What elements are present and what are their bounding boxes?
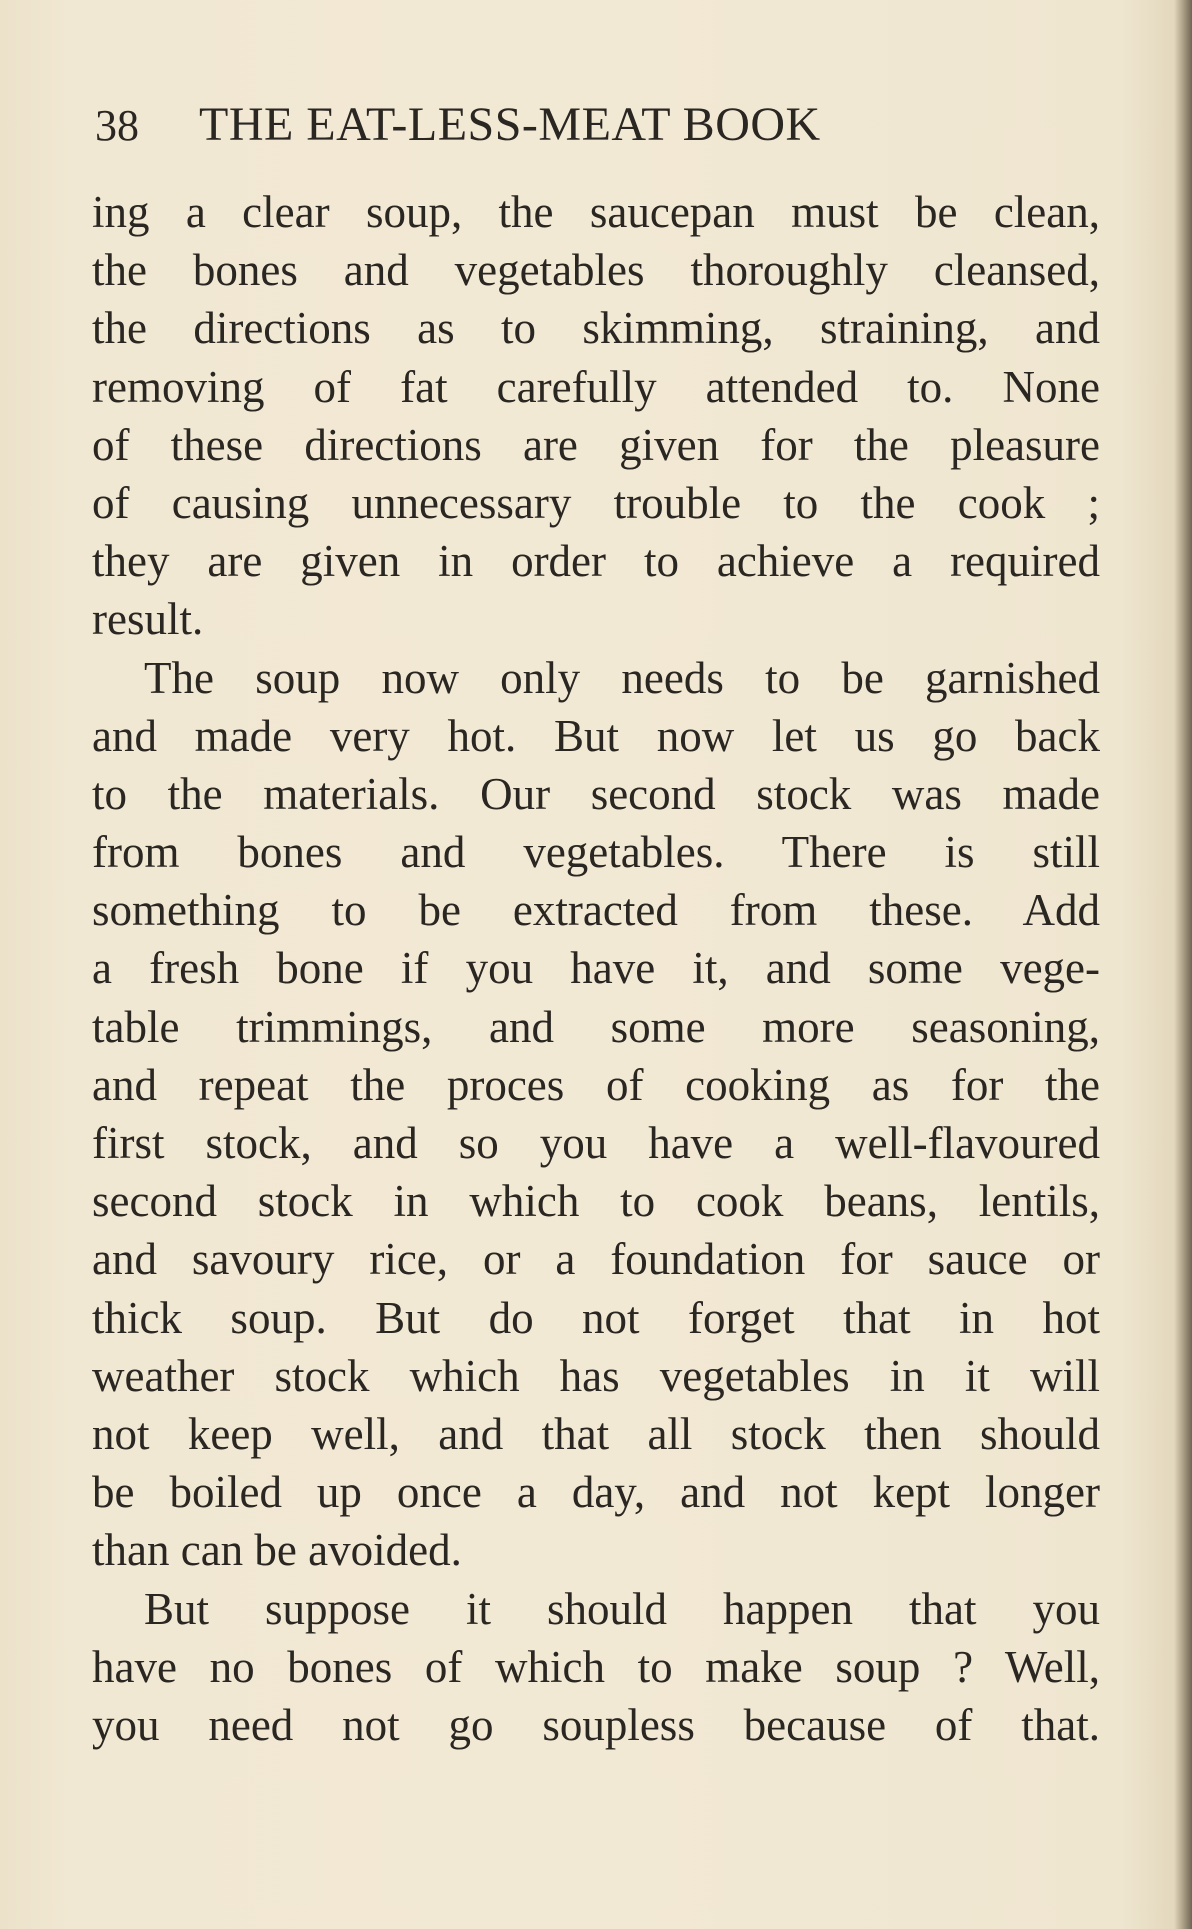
text-line: of causing unnecessary trouble to the cook ;: [92, 477, 1100, 528]
text-line: the bones and vegetables thoroughly cleansed,: [92, 245, 1100, 296]
text-line: first stock, and so you have a well-flavoured: [92, 1118, 1100, 1168]
text-line: and savoury rice, or a foundation for sauce or: [92, 1234, 1100, 1285]
text-line: and repeat the proces of cooking as for the: [92, 1059, 1100, 1110]
text-line: table trimmings, and some more seasoning,: [92, 1001, 1100, 1052]
text-line: thick soup. But do not forget that in hot: [92, 1292, 1100, 1343]
text-line: not keep well, and that all stock then should: [92, 1408, 1100, 1459]
text-line: something to be extracted from these. Add: [92, 885, 1100, 936]
text-line: you need not go soupless because of that.: [92, 1699, 1100, 1750]
text-line: to the materials. Our second stock was made: [92, 768, 1100, 819]
text-line: have no bones of which to make soup ? Well,: [92, 1641, 1100, 1692]
text-line: be boiled up once a day, and not kept longer: [92, 1467, 1100, 1518]
text-line: But suppose it should happen that you: [144, 1583, 1100, 1634]
page-number: 38: [95, 101, 139, 150]
text-line: and made very hot. But now let us go back: [92, 710, 1100, 761]
running-title: THE EAT-LESS-MEAT BOOK: [199, 98, 821, 151]
text-line: result.: [92, 594, 204, 645]
body-text: [92, 183, 1100, 1754]
text-line: The soup now only needs to be garnished: [144, 652, 1100, 703]
text-line: of these directions are given for the pleasure: [92, 419, 1100, 470]
text-line: from bones and vegetables. There is still: [92, 827, 1100, 878]
page-header: [95, 97, 821, 157]
text-line: they are given in order to achieve a required: [92, 536, 1100, 587]
text-line: weather stock which has vegetables in it will: [92, 1350, 1100, 1401]
text-line: ing a clear soup, the saucepan must be clean,: [92, 187, 1100, 237]
text-line: second stock in which to cook beans, lentils,: [92, 1176, 1100, 1227]
text-line: the directions as to skimming, straining, and: [92, 303, 1100, 354]
text-line: removing of fat carefully attended to. None: [92, 361, 1100, 412]
text-line: a fresh bone if you have it, and some vege-: [92, 943, 1100, 994]
text-line: than can be avoided.: [92, 1525, 462, 1576]
